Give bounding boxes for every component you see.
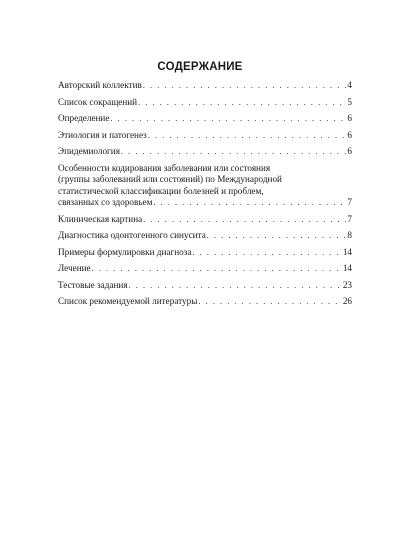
toc-page-number: 14 — [342, 263, 352, 273]
toc-page-number: 6 — [347, 129, 352, 140]
dot-leader — [153, 197, 346, 209]
toc-entry-label: статистической классификации болезней и проблем, — [58, 185, 264, 196]
toc-entry-diagnostics[interactable] — [58, 230, 352, 242]
toc-page-number: 4 — [347, 80, 352, 90]
toc-entry-label: Эпидемиология — [58, 146, 120, 156]
toc-entry-label: Определение — [58, 113, 110, 123]
dot-leader — [143, 214, 346, 226]
toc-entry-label: Список сокращений — [58, 96, 138, 107]
toc-page-number: 8 — [347, 230, 352, 240]
toc-page-number: 23 — [342, 279, 352, 290]
toc-entry-literature[interactable] — [58, 296, 352, 308]
toc-entry-label: Лечение — [58, 263, 91, 273]
dot-leader — [129, 280, 342, 292]
toc-page-number: 6 — [347, 146, 352, 156]
toc-page-number: 6 — [347, 113, 352, 123]
toc-page-number: 5 — [347, 96, 352, 107]
page-title: СОДЕРЖАНИЕ — [157, 61, 243, 73]
toc-entry-label: Список рекомендуемой литературы — [58, 296, 198, 306]
toc-entry-clinical-picture[interactable] — [58, 214, 352, 226]
toc-entry-abbreviations[interactable] — [58, 97, 352, 109]
toc-entry-label: Тестовые задания — [58, 279, 128, 290]
toc-entry-label: Клиническая картина — [58, 213, 143, 224]
toc-entry-label: Авторский коллектив — [58, 80, 142, 90]
table-of-contents — [58, 80, 352, 313]
toc-entry-etiology[interactable] — [58, 130, 352, 142]
dot-leader — [192, 247, 341, 259]
toc-page-number: 7 — [347, 197, 352, 207]
toc-entry-label: связанных со здоровьем — [58, 197, 153, 207]
dot-leader — [110, 113, 346, 125]
toc-entry-label: Примеры формулировки диагноза — [58, 246, 192, 257]
dot-leader — [121, 146, 346, 158]
dot-leader — [138, 97, 346, 109]
toc-entry-label: Особенности кодирования заболевания или состояния — [58, 162, 271, 173]
toc-entry-tests[interactable] — [58, 280, 352, 292]
dot-leader — [207, 230, 347, 242]
toc-page-number: 7 — [347, 213, 352, 224]
dot-leader — [198, 296, 341, 308]
toc-page-number: 26 — [342, 296, 352, 306]
toc-entry-definition[interactable] — [58, 113, 352, 125]
toc-entry-authors[interactable] — [58, 80, 352, 92]
toc-entry-epidemiology[interactable] — [58, 146, 352, 158]
toc-entry-label: Диагностика одонтогенного синусита — [58, 230, 206, 240]
toc-entry-diagnosis-examples[interactable] — [58, 247, 352, 259]
toc-entry-label: (группы заболеваний или состояний) по Международной — [58, 174, 282, 184]
toc-entry-label: Этиология и патогенез — [58, 129, 147, 140]
dot-leader — [92, 263, 342, 275]
dot-leader — [143, 80, 347, 92]
toc-entry-treatment[interactable] — [58, 263, 352, 275]
dot-leader — [148, 130, 347, 142]
toc-page-number: 14 — [342, 246, 352, 257]
toc-entry-coding[interactable] — [58, 163, 352, 209]
